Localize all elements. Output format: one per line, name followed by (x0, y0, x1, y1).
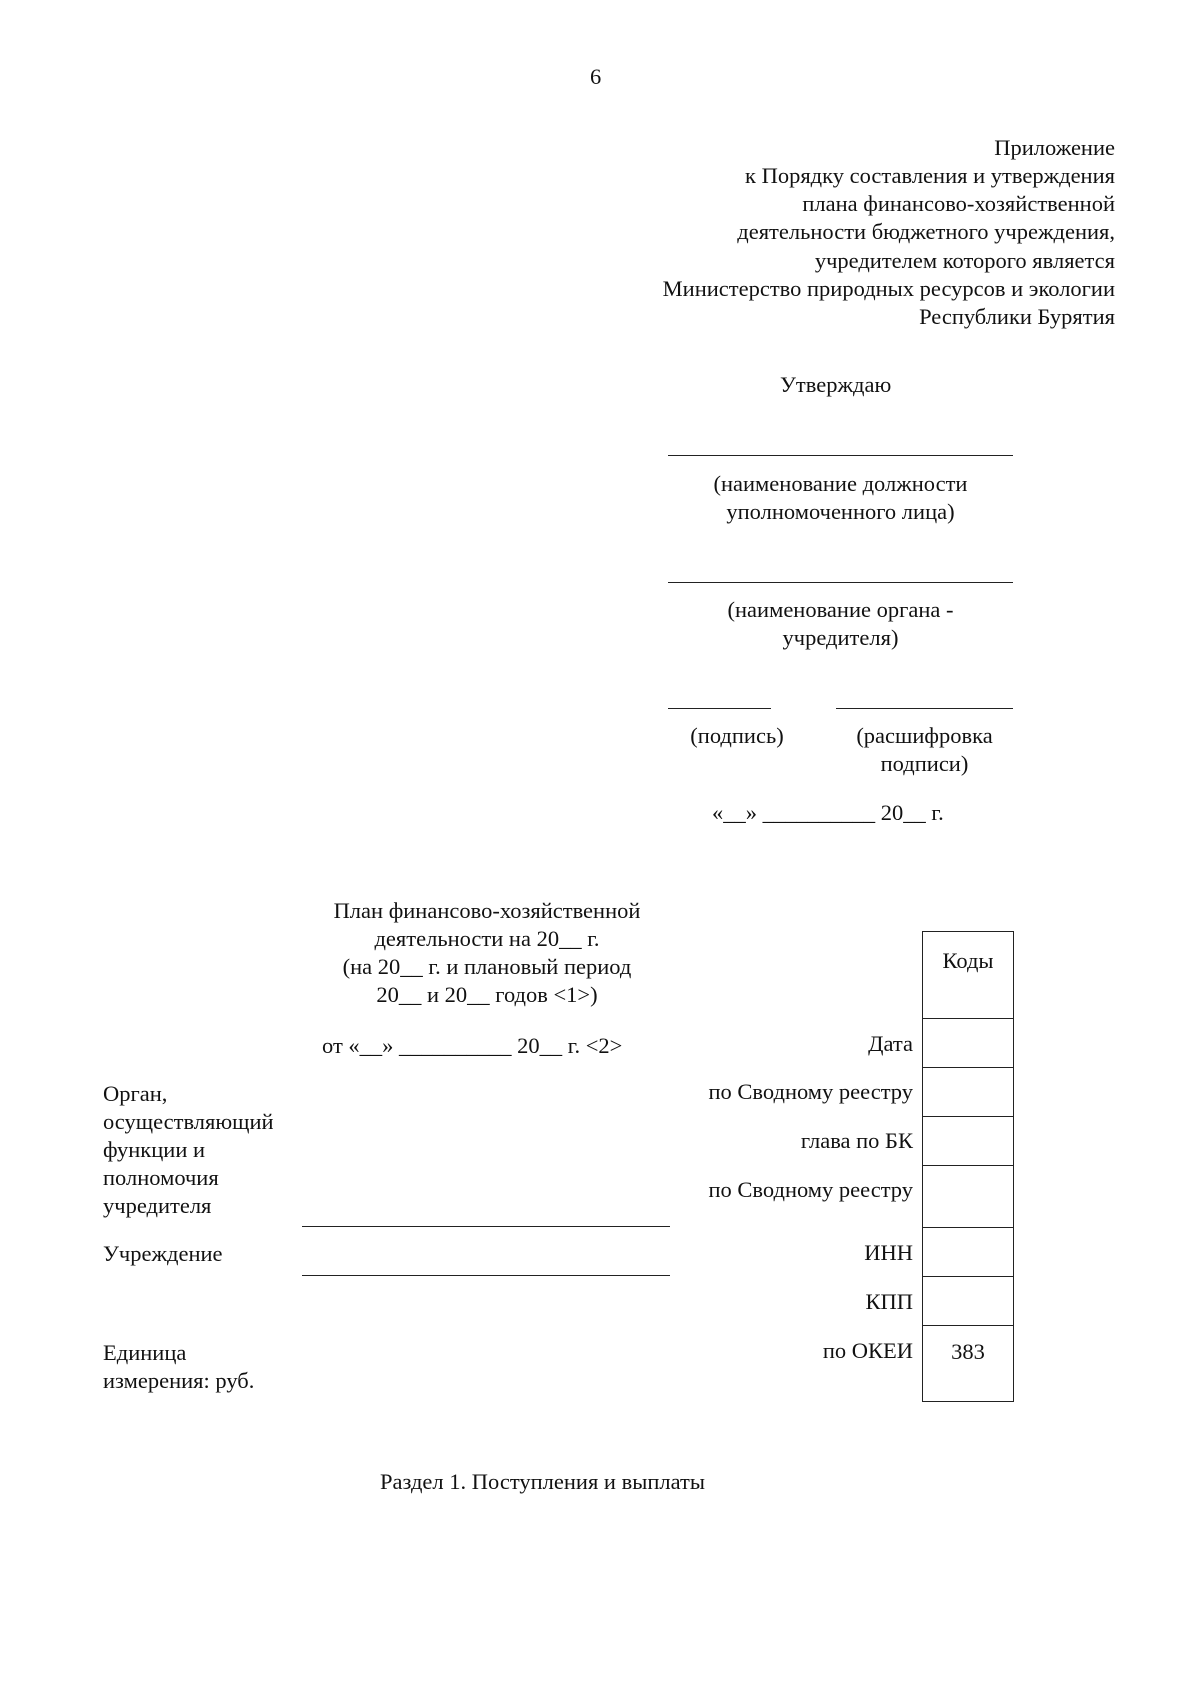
organ-caption: учредителя) (782, 625, 899, 650)
codes-row-label: глава по БК (800, 1128, 913, 1153)
approval-date-line: «__» __________ 20__ г. (712, 800, 944, 825)
organ-input-line[interactable] (302, 1226, 670, 1227)
appendix-line: Приложение (994, 135, 1115, 160)
plan-title-line: деятельности на 20__ г. (374, 926, 600, 951)
appendix-line: деятельности бюджетного учреждения, (737, 219, 1115, 244)
decoding-caption: подписи) (880, 751, 969, 776)
signature-caption: (подпись) (690, 723, 784, 748)
plan-date-line: от «__» __________ 20__ г. <2> (322, 1033, 623, 1058)
position-caption: уполномоченного лица) (726, 499, 955, 524)
codes-row-label: Дата (868, 1031, 913, 1056)
position-signature-line[interactable] (668, 455, 1013, 456)
codes-row-label: по Сводному реестру (708, 1177, 913, 1202)
institution-input-line[interactable] (302, 1275, 670, 1276)
appendix-line: к Порядку составления и утверждения (745, 163, 1115, 188)
codes-row-label: ИНН (864, 1240, 913, 1265)
institution-label: Учреждение (103, 1241, 223, 1266)
plan-title-line: План финансово-хозяйственной (333, 898, 641, 923)
approval-title: Утверждаю (780, 372, 892, 397)
codes-table (922, 931, 1014, 1402)
code-cell-okei[interactable]: 383 (951, 1339, 985, 1364)
appendix-line: Республики Бурятия (919, 304, 1115, 329)
appendix-line: плана финансово-хозяйственной (802, 191, 1115, 216)
position-caption: (наименование должности (713, 471, 968, 496)
appendix-line: Министерство природных ресурсов и экологии (662, 276, 1115, 301)
organ-line[interactable] (668, 582, 1013, 583)
codes-row-label: по ОКЕИ (822, 1338, 913, 1363)
signature-decoding-line[interactable] (836, 708, 1013, 709)
decoding-caption: (расшифровка (856, 723, 993, 748)
page-number: 6 (590, 64, 602, 89)
codes-row-label: по Сводному реестру (708, 1079, 913, 1104)
plan-title-line: 20__ и 20__ годов <1>) (376, 982, 598, 1007)
organ-caption: (наименование органа - (727, 597, 954, 622)
section-title: Раздел 1. Поступления и выплаты (380, 1469, 705, 1494)
plan-title-line: (на 20__ г. и плановый период (342, 954, 632, 979)
appendix-line: учредителем которого является (814, 248, 1115, 273)
codes-header: Коды (942, 948, 994, 973)
codes-row-label: КПП (865, 1289, 913, 1314)
signature-line[interactable] (668, 708, 771, 709)
